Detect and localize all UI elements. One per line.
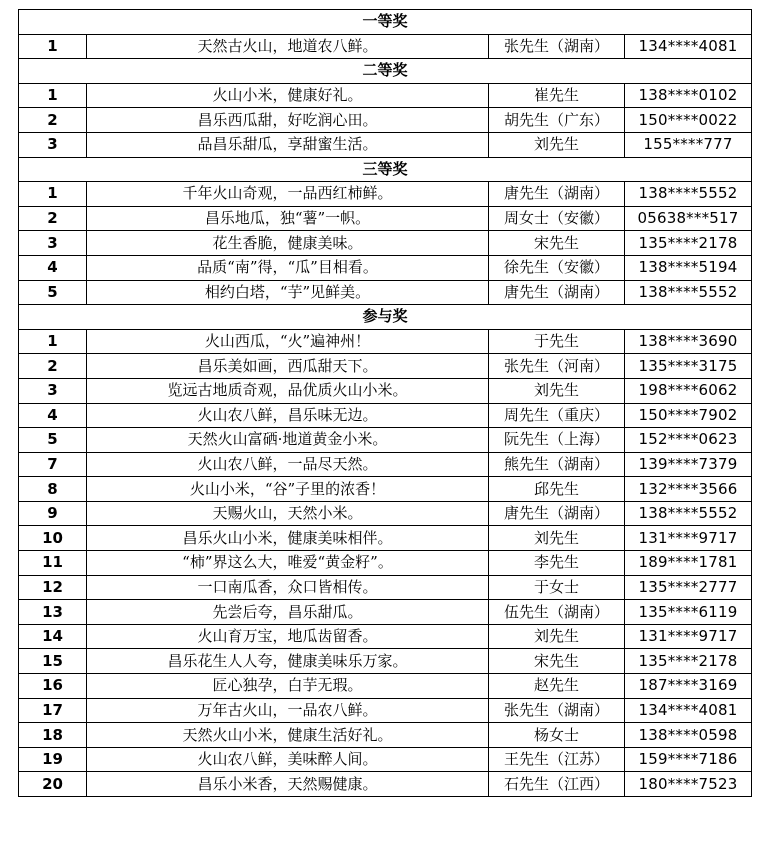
phone-number: 138****5552	[625, 182, 752, 207]
winner-name: 周女士（安徽）	[489, 206, 625, 231]
winner-name: 邱先生	[489, 477, 625, 502]
winner-name: 王先生（江苏）	[489, 747, 625, 772]
slogan-text: 昌乐花生人人夸，健康美味乐万家。	[87, 649, 489, 674]
rank-number: 13	[19, 600, 87, 625]
rank-number: 7	[19, 452, 87, 477]
phone-number: 135****6119	[625, 600, 752, 625]
section-header-row	[19, 157, 752, 182]
winner-name: 周先生（重庆）	[489, 403, 625, 428]
table-row	[19, 772, 752, 797]
rank-number: 2	[19, 108, 87, 133]
table-row	[19, 747, 752, 772]
slogan-text: 火山西瓜，“火”遍神州！	[87, 329, 489, 354]
phone-number: 134****4081	[625, 698, 752, 723]
rank-number: 3	[19, 378, 87, 403]
winner-name: 刘先生	[489, 132, 625, 157]
winner-name: 宋先生	[489, 231, 625, 256]
table-row	[19, 428, 752, 453]
rank-number: 9	[19, 501, 87, 526]
phone-number: 187****3169	[625, 674, 752, 699]
phone-number: 135****3175	[625, 354, 752, 379]
table-row	[19, 452, 752, 477]
rank-number: 1	[19, 182, 87, 207]
slogan-text: 一口南瓜香，众口皆相传。	[87, 575, 489, 600]
winner-name: 石先生（江西）	[489, 772, 625, 797]
slogan-text: 昌乐西瓜甜，好吃润心田。	[87, 108, 489, 133]
rank-number: 15	[19, 649, 87, 674]
table-row	[19, 526, 752, 551]
section-title: 三等奖	[19, 157, 752, 182]
winner-name: 唐先生（湖南）	[489, 280, 625, 305]
rank-number: 11	[19, 551, 87, 576]
rank-number: 4	[19, 403, 87, 428]
table-row	[19, 501, 752, 526]
winner-name: 张先生（湖南）	[489, 34, 625, 59]
table-row	[19, 231, 752, 256]
phone-number: 159****7186	[625, 747, 752, 772]
rank-number: 8	[19, 477, 87, 502]
slogan-text: 天然火山富硒·地道黄金小米。	[87, 428, 489, 453]
rank-number: 2	[19, 354, 87, 379]
table-row	[19, 575, 752, 600]
table-row	[19, 403, 752, 428]
table-row	[19, 83, 752, 108]
winner-name: 唐先生（湖南）	[489, 501, 625, 526]
rank-number: 14	[19, 624, 87, 649]
phone-number: 05638***517	[625, 206, 752, 231]
slogan-text: 品质“南”得，“瓜”目相看。	[87, 255, 489, 280]
winner-name: 张先生（湖南）	[489, 698, 625, 723]
phone-number: 138****0598	[625, 723, 752, 748]
winner-name: 宋先生	[489, 649, 625, 674]
section-title: 参与奖	[19, 305, 752, 330]
table-row	[19, 723, 752, 748]
table-row	[19, 624, 752, 649]
slogan-text: 火山农八鲜，美味醉人间。	[87, 747, 489, 772]
rank-number: 1	[19, 83, 87, 108]
phone-number: 138****5552	[625, 501, 752, 526]
slogan-text: “柿”界这么大，唯爱“黄金籽”。	[87, 551, 489, 576]
section-title: 一等奖	[19, 10, 752, 35]
winner-name: 徐先生（安徽）	[489, 255, 625, 280]
slogan-text: 火山育万宝，地瓜齿留香。	[87, 624, 489, 649]
table-row	[19, 674, 752, 699]
section-header-row	[19, 10, 752, 35]
rank-number: 19	[19, 747, 87, 772]
slogan-text: 花生香脆，健康美味。	[87, 231, 489, 256]
table-row	[19, 255, 752, 280]
table-row	[19, 182, 752, 207]
winner-name: 于先生	[489, 329, 625, 354]
table-row	[19, 108, 752, 133]
winner-name: 阮先生（上海）	[489, 428, 625, 453]
table-row	[19, 132, 752, 157]
rank-number: 5	[19, 428, 87, 453]
rank-number: 5	[19, 280, 87, 305]
winner-name: 于女士	[489, 575, 625, 600]
phone-number: 134****4081	[625, 34, 752, 59]
table-row	[19, 34, 752, 59]
slogan-text: 千年火山奇观，一品西红柿鲜。	[87, 182, 489, 207]
rank-number: 3	[19, 132, 87, 157]
phone-number: 139****7379	[625, 452, 752, 477]
table-row	[19, 206, 752, 231]
rank-number: 2	[19, 206, 87, 231]
slogan-text: 天然火山小米，健康生活好礼。	[87, 723, 489, 748]
winner-name: 杨女士	[489, 723, 625, 748]
slogan-text: 匠心独孕，白芋无瑕。	[87, 674, 489, 699]
winner-name: 伍先生（湖南）	[489, 600, 625, 625]
phone-number: 135****2777	[625, 575, 752, 600]
winner-name: 胡先生（广东）	[489, 108, 625, 133]
slogan-text: 览远古地质奇观，品优质火山小米。	[87, 378, 489, 403]
winner-name: 崔先生	[489, 83, 625, 108]
rank-number: 4	[19, 255, 87, 280]
phone-number: 138****3690	[625, 329, 752, 354]
phone-number: 138****0102	[625, 83, 752, 108]
table-row	[19, 600, 752, 625]
rank-number: 1	[19, 329, 87, 354]
table-row	[19, 329, 752, 354]
phone-number: 135****2178	[625, 649, 752, 674]
phone-number: 132****3566	[625, 477, 752, 502]
section-header-row	[19, 305, 752, 330]
slogan-text: 昌乐美如画，西瓜甜天下。	[87, 354, 489, 379]
winner-name: 唐先生（湖南）	[489, 182, 625, 207]
phone-number: 155****777	[625, 132, 752, 157]
rank-number: 1	[19, 34, 87, 59]
slogan-text: 火山农八鲜，昌乐味无边。	[87, 403, 489, 428]
slogan-text: 天赐火山，天然小米。	[87, 501, 489, 526]
slogan-text: 火山小米，“谷”子里的浓香！	[87, 477, 489, 502]
phone-number: 189****1781	[625, 551, 752, 576]
phone-number: 150****0022	[625, 108, 752, 133]
table-row	[19, 477, 752, 502]
table-row	[19, 378, 752, 403]
phone-number: 152****0623	[625, 428, 752, 453]
phone-number: 180****7523	[625, 772, 752, 797]
slogan-text: 昌乐地瓜，独“薯”一帜。	[87, 206, 489, 231]
phone-number: 150****7902	[625, 403, 752, 428]
slogan-text: 火山农八鲜，一品尽天然。	[87, 452, 489, 477]
slogan-text: 火山小米，健康好礼。	[87, 83, 489, 108]
phone-number: 131****9717	[625, 624, 752, 649]
winner-name: 熊先生（湖南）	[489, 452, 625, 477]
phone-number: 138****5194	[625, 255, 752, 280]
rank-number: 12	[19, 575, 87, 600]
slogan-text: 天然古火山，地道农八鲜。	[87, 34, 489, 59]
rank-number: 10	[19, 526, 87, 551]
slogan-text: 相约白塔，“芋”见鲜美。	[87, 280, 489, 305]
winner-name: 刘先生	[489, 378, 625, 403]
slogan-text: 万年古火山，一品农八鲜。	[87, 698, 489, 723]
slogan-text: 先尝后夸，昌乐甜瓜。	[87, 600, 489, 625]
winner-name: 刘先生	[489, 624, 625, 649]
awards-table-body	[19, 10, 752, 797]
phone-number: 138****5552	[625, 280, 752, 305]
rank-number: 16	[19, 674, 87, 699]
rank-number: 17	[19, 698, 87, 723]
winner-name: 赵先生	[489, 674, 625, 699]
table-row	[19, 280, 752, 305]
rank-number: 18	[19, 723, 87, 748]
phone-number: 198****6062	[625, 378, 752, 403]
slogan-text: 昌乐火山小米，健康美味相伴。	[87, 526, 489, 551]
winner-name: 张先生（河南）	[489, 354, 625, 379]
section-header-row	[19, 59, 752, 84]
phone-number: 135****2178	[625, 231, 752, 256]
slogan-text: 品昌乐甜瓜，享甜蜜生活。	[87, 132, 489, 157]
phone-number: 131****9717	[625, 526, 752, 551]
section-title: 二等奖	[19, 59, 752, 84]
table-row	[19, 551, 752, 576]
table-row	[19, 354, 752, 379]
table-row	[19, 649, 752, 674]
table-row	[19, 698, 752, 723]
rank-number: 3	[19, 231, 87, 256]
awards-table	[18, 9, 752, 797]
slogan-text: 昌乐小米香，天然赐健康。	[87, 772, 489, 797]
winner-name: 李先生	[489, 551, 625, 576]
rank-number: 20	[19, 772, 87, 797]
winner-name: 刘先生	[489, 526, 625, 551]
